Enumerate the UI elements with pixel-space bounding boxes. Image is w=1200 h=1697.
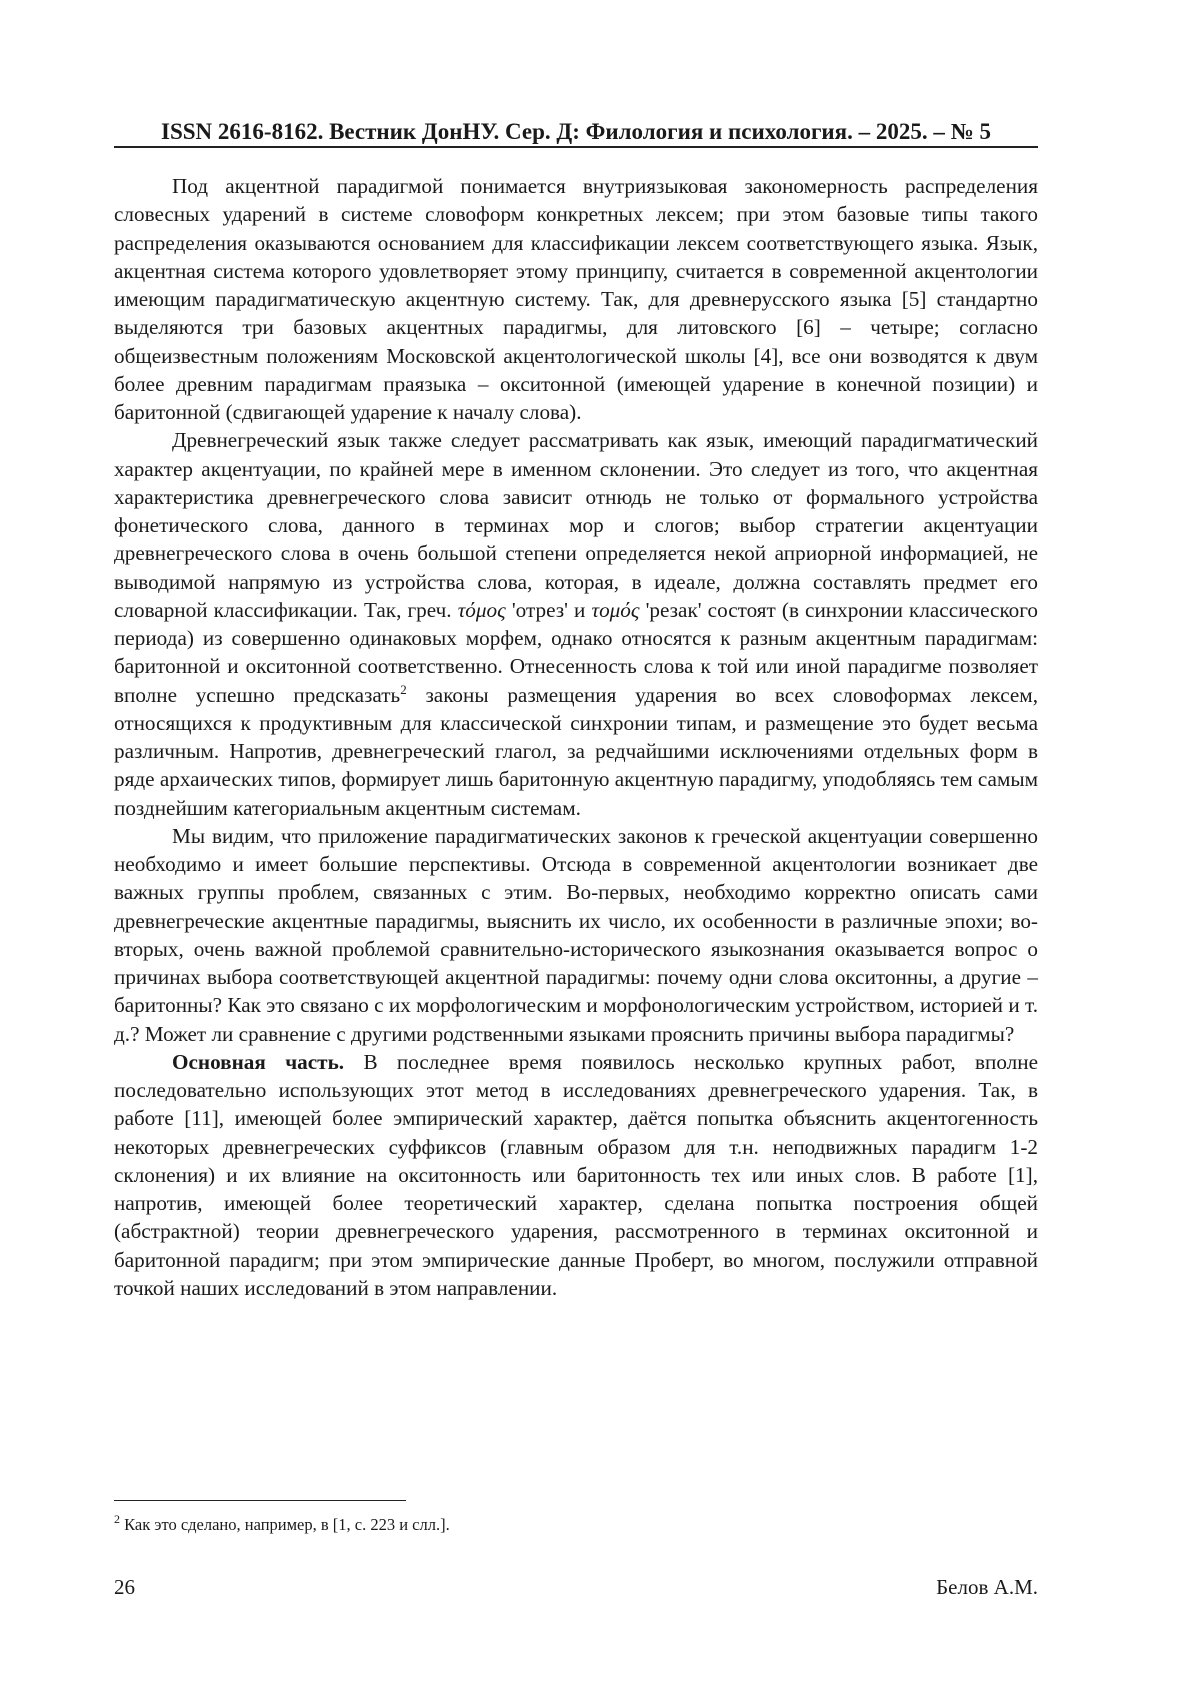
- greek-word-tomos-barytone: τόμος: [457, 597, 506, 622]
- greek-word-tomos-oxytone: τομός: [591, 597, 640, 622]
- paragraph-2-part-4: законы размещения ударения во всех словоформах лексем, относящихся к продуктивным для классической синхронии типам, и размещение это будет весьма различным. Напротив, древнегреческий глагол, за редчайшими исключениями отдельных форм в ряде архаических типов, формирует лишь баритонную акцентную парадигму, уподобляясь тем самым позднейшим категориальным акцентным системам.: [114, 682, 1039, 820]
- running-header: ISSN 2616-8162. Вестник ДонНУ. Сер. Д: Филология и психология. – 2025. – № 5: [161, 119, 991, 144]
- paragraph-2-part-3: 'резак' состоят (в синхронии классического периода) из совершенно одинаковых морфем, однако относятся к разным акцентным парадигмам: баритонной и окситонной соответственно. Отнесенность слова к той или иной парадигме позволяет вполне успешно предсказать: [114, 597, 1039, 707]
- section-lead-heading: Основная часть.: [172, 1049, 345, 1074]
- footnote: [114, 1514, 1038, 1536]
- footer-author: Белов А.М.: [936, 1575, 1038, 1599]
- page-number: 26: [114, 1575, 135, 1599]
- paragraph-2-part-2: 'отрез' и: [511, 597, 586, 622]
- paragraph-4: [114, 1048, 1038, 1302]
- paragraph-3: Мы видим, что приложение парадигматических законов к греческой акцентуации совершенно необходимо и имеет большие перспективы. Отсюда в современной акцентологии возникает две важных группы проблем, связанных с этим. Во-первых, необходимо корректно описать сами древнегреческие акцентные парадигмы, выяснить их число, их особенности в различные эпохи; во-вторых, очень важной проблемой сравнительно-исторического языкознания оказывается вопрос о причинах выбора соответствующей акцентной парадигмы: почему одни слова окситонны, а другие – баритонны? Как это связано с их морфологическим и морфонологическим устройством, историей и т. д.? Может ли сравнение с другими родственными языками прояснить причины выбора парадигмы?: [114, 823, 1038, 1046]
- footnote-number: 2: [114, 1512, 120, 1526]
- footnote-text: Как это сделано, например, в [1, с. 223 и слл.].: [124, 1515, 450, 1534]
- paragraph-2: [114, 426, 1038, 822]
- paragraph-4-text: В последнее время появилось несколько крупных работ, вполне последовательно использующих этот метод в исследованиях древнегреческого ударения. Так, в работе [11], имеющей более эмпирический характер, даётся попытка объяснить акцентогенность некоторых древнегреческих суффиксов (главным образом для т.н. неподвижных парадигм 1-2 склонения) и их влияние на окситонность или баритонность тех или иных слов. В работе [1], напротив, имеющей более теоретический характер, сделана попытка построения общей (абстрактной) теории древнегреческого ударения, рассмотренного в терминах окситонной и баритонной парадигм; при этом эмпирические данные Проберт, во многом, послужили отправной точкой наших исследований в этом направлении.: [114, 1049, 1038, 1300]
- footnote-separator: [114, 1500, 406, 1501]
- main-text: [114, 172, 1038, 1302]
- paragraph-1: Под акцентной парадигмой понимается внутриязыковая закономерность распределения словесных ударений в системе словоформ конкретных лексем; при этом базовые типы такого распределения оказываются основанием для классификации лексем соответствующего языка. Язык, акцентная система которого удовлетворяет этому принципу, считается в современной акцентологии имеющим парадигматическую акцентную систему. Так, для древнерусского языка [5] стандартно выделяются три базовых акцентных парадигмы, для литовского [6] – четыре; согласно общеизвестным положениям Московской акцентологической школы [4], все они возводятся к двум более древним парадигмам праязыка – окситонной (имеющей ударение в конечной позиции) и баритонной (сдвигающей ударение к началу слова).: [114, 174, 1038, 424]
- paragraph-2-part-1: Древнегреческий язык также следует рассматривать как язык, имеющий парадигматический характер акцентуации, по крайней мере в именном склонении. Это следует из того, что акцентная характеристика древнегреческого слова зависит отнюдь не только от формального устройства фонетического слова, данного в терминах мор и слогов; выбор стратегии акцентуации древнегреческого слова в очень большой степени определяется некой априорной информацией, не выводимой напрямую из устройства слова, которая, в идеале, должна составлять предмет его словарной классификации. Так, греч.: [114, 428, 1038, 622]
- footnote-reference[interactable]: 2: [400, 681, 407, 697]
- header-rule: [114, 146, 1038, 148]
